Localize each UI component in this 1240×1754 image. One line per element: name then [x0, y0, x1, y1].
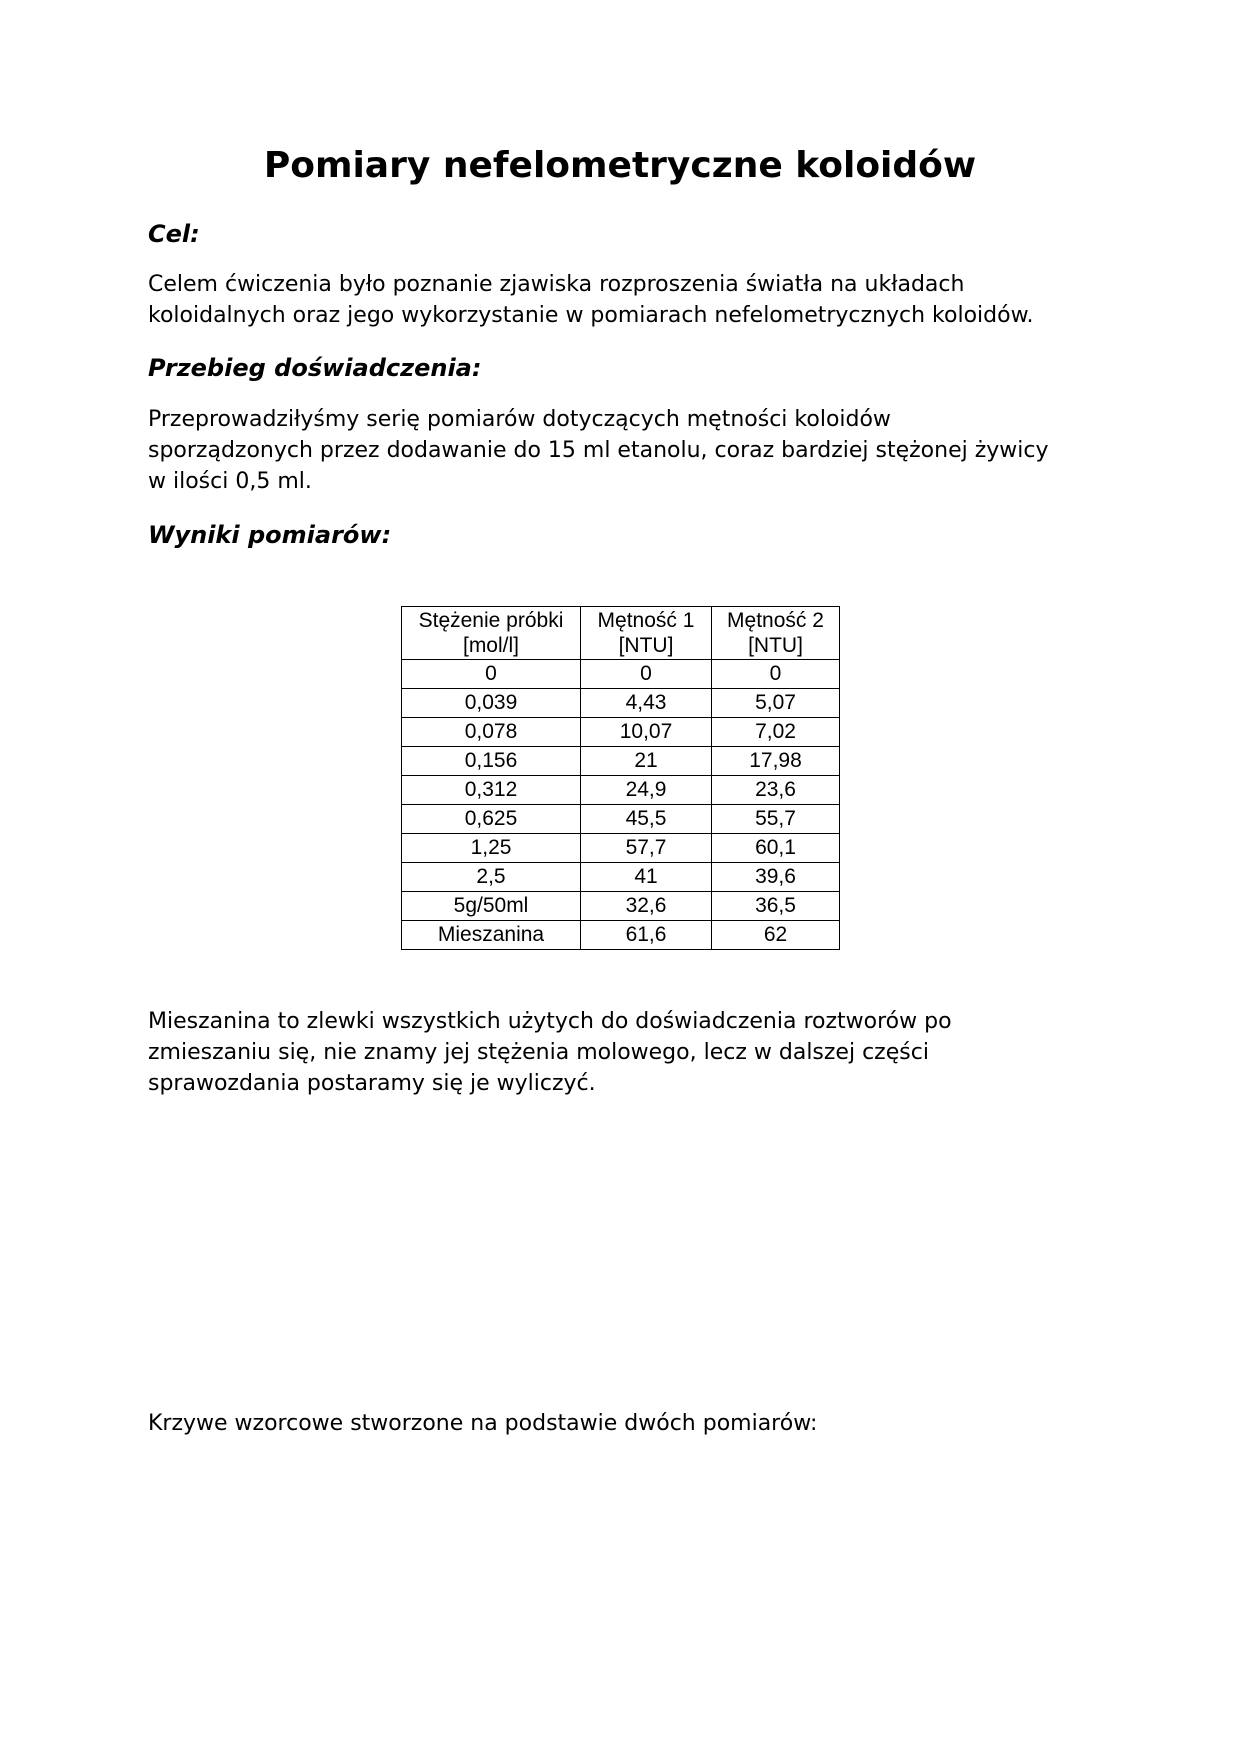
table-row — [402, 921, 840, 950]
cell-turbidity-2: 5,07 — [712, 689, 840, 718]
cell-concentration: 2,5 — [402, 863, 581, 892]
paragraph-krzywe: Krzywe wzorcowe stworzone na podstawie dwóch pomiarów: — [148, 1411, 818, 1436]
results-table — [401, 606, 840, 950]
heading-wyniki: Wyniki pomiarów: — [148, 521, 392, 549]
table-row — [402, 660, 840, 689]
cell-turbidity-1: 0 — [581, 660, 712, 689]
heading-cel: Cel: — [148, 220, 200, 248]
cell-concentration: 1,25 — [402, 834, 581, 863]
cell-turbidity-2: 17,98 — [712, 747, 840, 776]
heading-przebieg: Przebieg doświadczenia: — [148, 354, 482, 382]
document-title: Pomiary nefelometryczne koloidów — [263, 145, 977, 186]
table-row — [402, 863, 840, 892]
table-row — [402, 892, 840, 921]
cell-concentration: 0,078 — [402, 718, 581, 747]
table-row — [402, 747, 840, 776]
cell-concentration: Mieszanina — [402, 921, 581, 950]
table-row — [402, 805, 840, 834]
cell-turbidity-2: 60,1 — [712, 834, 840, 863]
header-concentration: Stężenie próbki [mol/l] — [402, 607, 581, 660]
cell-turbidity-1: 45,5 — [581, 805, 712, 834]
cell-concentration: 0,156 — [402, 747, 581, 776]
cell-concentration: 5g/50ml — [402, 892, 581, 921]
cell-turbidity-1: 24,9 — [581, 776, 712, 805]
cell-concentration: 0 — [402, 660, 581, 689]
table-row — [402, 834, 840, 863]
cell-turbidity-1: 57,7 — [581, 834, 712, 863]
cell-turbidity-2: 36,5 — [712, 892, 840, 921]
paragraph-przebieg: Przeprowadziłyśmy serię pomiarów dotyczących mętności koloidów sporządzonych przez dodawanie do 15 ml etanolu, coraz bardziej stężonej żywicy w ilości 0,5 ml. — [148, 407, 1049, 494]
header-turbidity-2: Mętność 2 [NTU] — [712, 607, 840, 660]
table-row — [402, 689, 840, 718]
paragraph-mieszanina: Mieszanina to zlewki wszystkich użytych do doświadczenia roztworów po zmieszaniu się, nie znamy jej stężenia molowego, lecz w dalszej części sprawozdania postaramy się je wyliczyć. — [148, 1009, 952, 1096]
cell-turbidity-1: 32,6 — [581, 892, 712, 921]
cell-turbidity-2: 62 — [712, 921, 840, 950]
cell-turbidity-1: 4,43 — [581, 689, 712, 718]
header-turbidity-1: Mętność 1 [NTU] — [581, 607, 712, 660]
cell-turbidity-1: 61,6 — [581, 921, 712, 950]
table-row — [402, 718, 840, 747]
cell-turbidity-1: 41 — [581, 863, 712, 892]
results-table-wrapper — [401, 606, 840, 950]
cell-turbidity-2: 39,6 — [712, 863, 840, 892]
table-row — [402, 776, 840, 805]
cell-turbidity-2: 23,6 — [712, 776, 840, 805]
cell-turbidity-2: 55,7 — [712, 805, 840, 834]
cell-turbidity-1: 21 — [581, 747, 712, 776]
cell-turbidity-1: 10,07 — [581, 718, 712, 747]
cell-concentration: 0,039 — [402, 689, 581, 718]
cell-turbidity-2: 0 — [712, 660, 840, 689]
table-header-row — [402, 607, 840, 660]
cell-concentration: 0,625 — [402, 805, 581, 834]
cell-turbidity-2: 7,02 — [712, 718, 840, 747]
paragraph-cel: Celem ćwiczenia było poznanie zjawiska rozproszenia światła na układach koloidalnych oraz jego wykorzystanie w pomiarach nefelometrycznych koloidów. — [148, 272, 1034, 328]
cell-concentration: 0,312 — [402, 776, 581, 805]
